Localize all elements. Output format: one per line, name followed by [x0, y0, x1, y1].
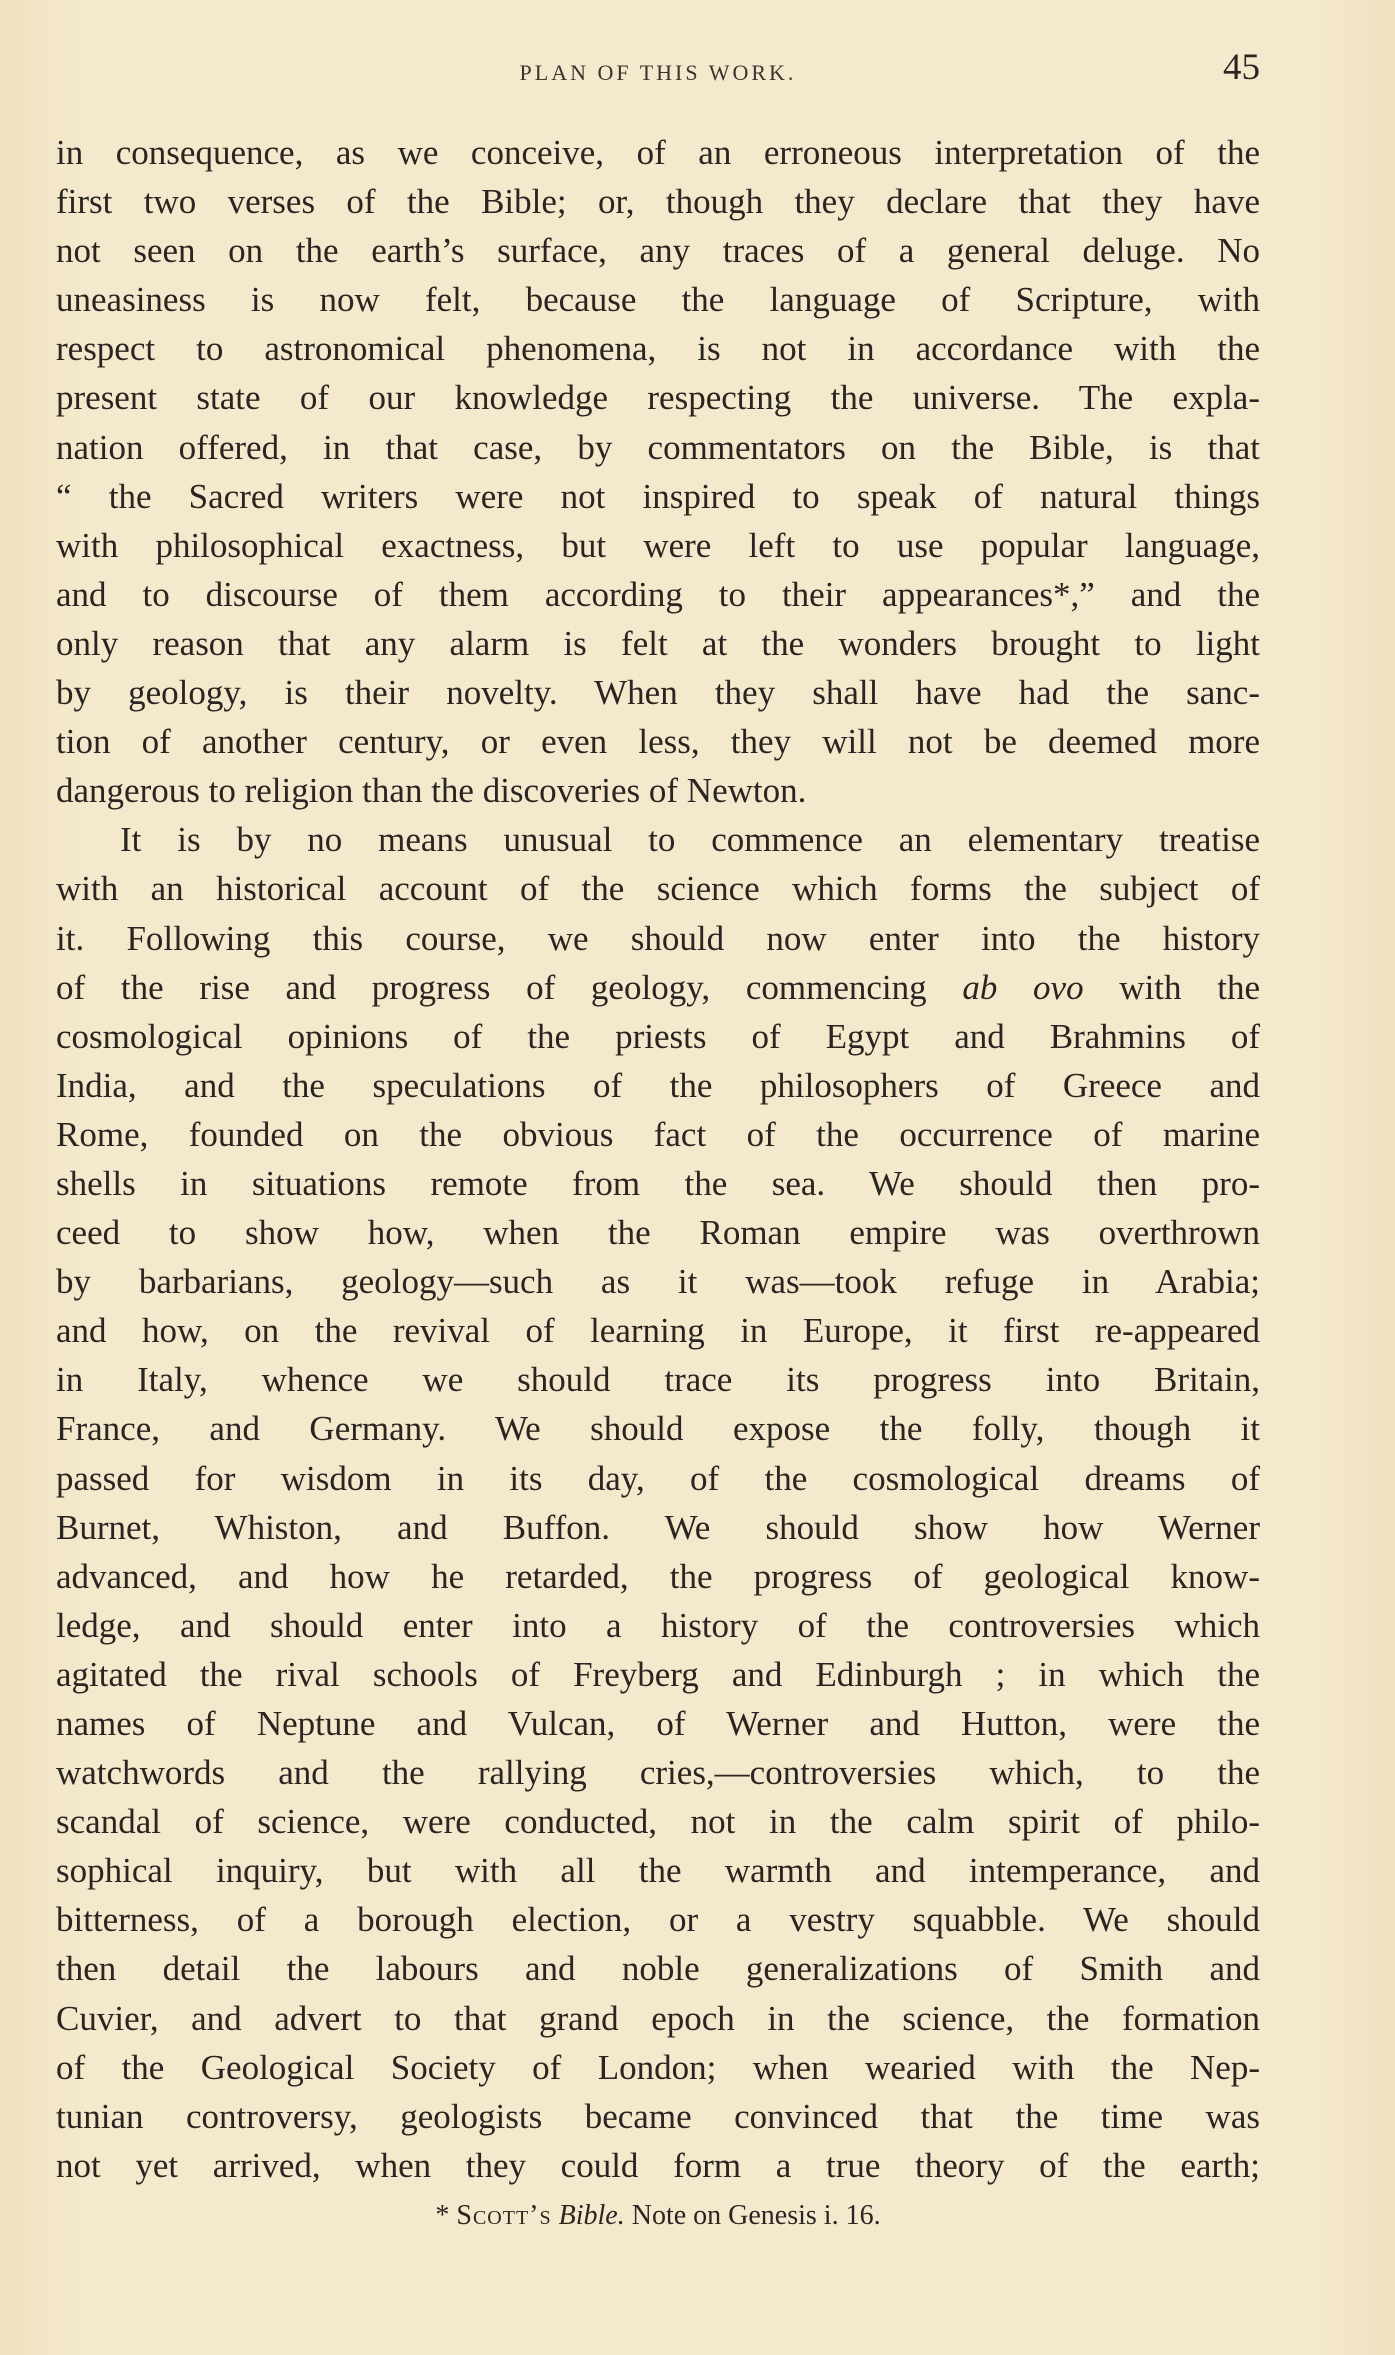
text-line-with-italic — [56, 963, 1260, 1012]
text-line: watchwords and the rallying cries,—controversies which, to the — [56, 1753, 1260, 1793]
text-line: advanced, and how he retarded, the progress of geological know- — [56, 1556, 1260, 1596]
text-line: shells in situations remote from the sea. We should then pro- — [56, 1163, 1260, 1203]
text-line: not seen on the earth’s surface, any traces of a general deluge. No — [56, 231, 1260, 271]
page-number: 45 — [1223, 47, 1260, 88]
text-line: nation offered, in that case, by commentators on the Bible, is that — [56, 427, 1260, 467]
text-line: sophical inquiry, but with all the warmth and intemperance, and — [56, 1851, 1260, 1891]
text-line: tion of another century, or even less, they will not be deemed more — [56, 722, 1260, 762]
italic-phrase: ab ovo — [962, 967, 1084, 1007]
text-line: names of Neptune and Vulcan, of Werner and Hutton, were the — [56, 1704, 1260, 1743]
footnote-author: Scott’s — [456, 2200, 552, 2231]
text-line: with philosophical exactness, but were left to use popular language, — [56, 525, 1260, 565]
text-line: Cuvier, and advert to that grand epoch in the science, the formation — [56, 1998, 1260, 2038]
text-line: India, and the speculations of the philosophers of Greece and — [56, 1065, 1260, 1105]
text-line: dangerous to religion than the discoveries of Newton. — [56, 771, 807, 811]
text-line: not yet arrived, when they could form a true theory of the earth; — [56, 2145, 1260, 2185]
footnote — [56, 2196, 1260, 2236]
text-line: present state of our knowledge respecting the universe. The expla- — [56, 378, 1260, 418]
text-line: ledge, and should enter into a history of the controversies which — [56, 1605, 1260, 1645]
paragraph-first-line: It is by no means unusual to commence an elementary treatise — [120, 820, 1260, 860]
text-line: bitterness, of a borough election, or a vestry squabble. We should — [56, 1900, 1260, 1940]
text-line: cosmological opinions of the priests of Egypt and Brahmins of — [56, 1016, 1260, 1056]
text-line: of the Geological Society of London; when wearied with the Nep- — [56, 2047, 1260, 2087]
page-header — [56, 46, 1260, 94]
text-line: by barbarians, geology—such as it was—took refuge in Arabia; — [56, 1262, 1260, 1302]
text-line: uneasiness is now felt, because the language of Scripture, with — [56, 280, 1260, 320]
footnote-text: Note on Genesis i. 16. — [631, 2200, 881, 2231]
text-line: France, and Germany. We should expose the folly, though it — [56, 1409, 1260, 1449]
text-line: it. Following this course, we should now enter into the history — [56, 918, 1260, 958]
text-line: and how, on the revival of learning in Europe, it first re-appeared — [56, 1311, 1260, 1351]
text-line: scandal of science, were conducted, not in the calm spirit of philo- — [56, 1802, 1260, 1842]
text-line: in Italy, whence we should trace its progress into Britain, — [56, 1360, 1260, 1400]
text-line: only reason that any alarm is felt at the wonders brought to light — [56, 623, 1260, 663]
text-run: with the — [1083, 967, 1260, 1007]
running-head: PLAN OF THIS WORK. — [519, 60, 797, 85]
text-line: then detail the labours and noble generalizations of Smith and — [56, 1949, 1260, 1989]
text-line: with an historical account of the science which forms the subject of — [56, 869, 1260, 909]
text-line: passed for wisdom in its day, of the cosmological dreams of — [56, 1458, 1260, 1498]
text-run: of the rise and progress of geology, commencing — [56, 967, 963, 1007]
text-line: by geology, is their novelty. When they shall have had the sanc- — [56, 673, 1260, 713]
text-line: in consequence, as we conceive, of an erroneous interpretation of the — [56, 133, 1260, 172]
footnote-title: Bible. — [558, 2200, 625, 2231]
text-line: ceed to show how, when the Roman empire was overthrown — [56, 1213, 1260, 1253]
text-line: Burnet, Whiston, and Buffon. We should show how Werner — [56, 1507, 1260, 1547]
footnote-marker: * — [435, 2200, 450, 2231]
text-line: respect to astronomical phenomena, is not in accordance with the — [56, 329, 1260, 369]
text-line: Rome, founded on the obvious fact of the occurrence of marine — [56, 1114, 1260, 1154]
text-line: and to discourse of them according to their appearances*,” and the — [56, 574, 1260, 614]
body-text — [56, 128, 1260, 2190]
text-line: tunian controversy, geologists became convinced that the time was — [56, 2096, 1260, 2136]
text-line: agitated the rival schools of Freyberg and Edinburgh ; in which the — [56, 1654, 1260, 1694]
text-line: “ the Sacred writers were not inspired to speak of natural things — [56, 476, 1260, 516]
text-line: first two verses of the Bible; or, though they declare that they have — [56, 182, 1260, 222]
